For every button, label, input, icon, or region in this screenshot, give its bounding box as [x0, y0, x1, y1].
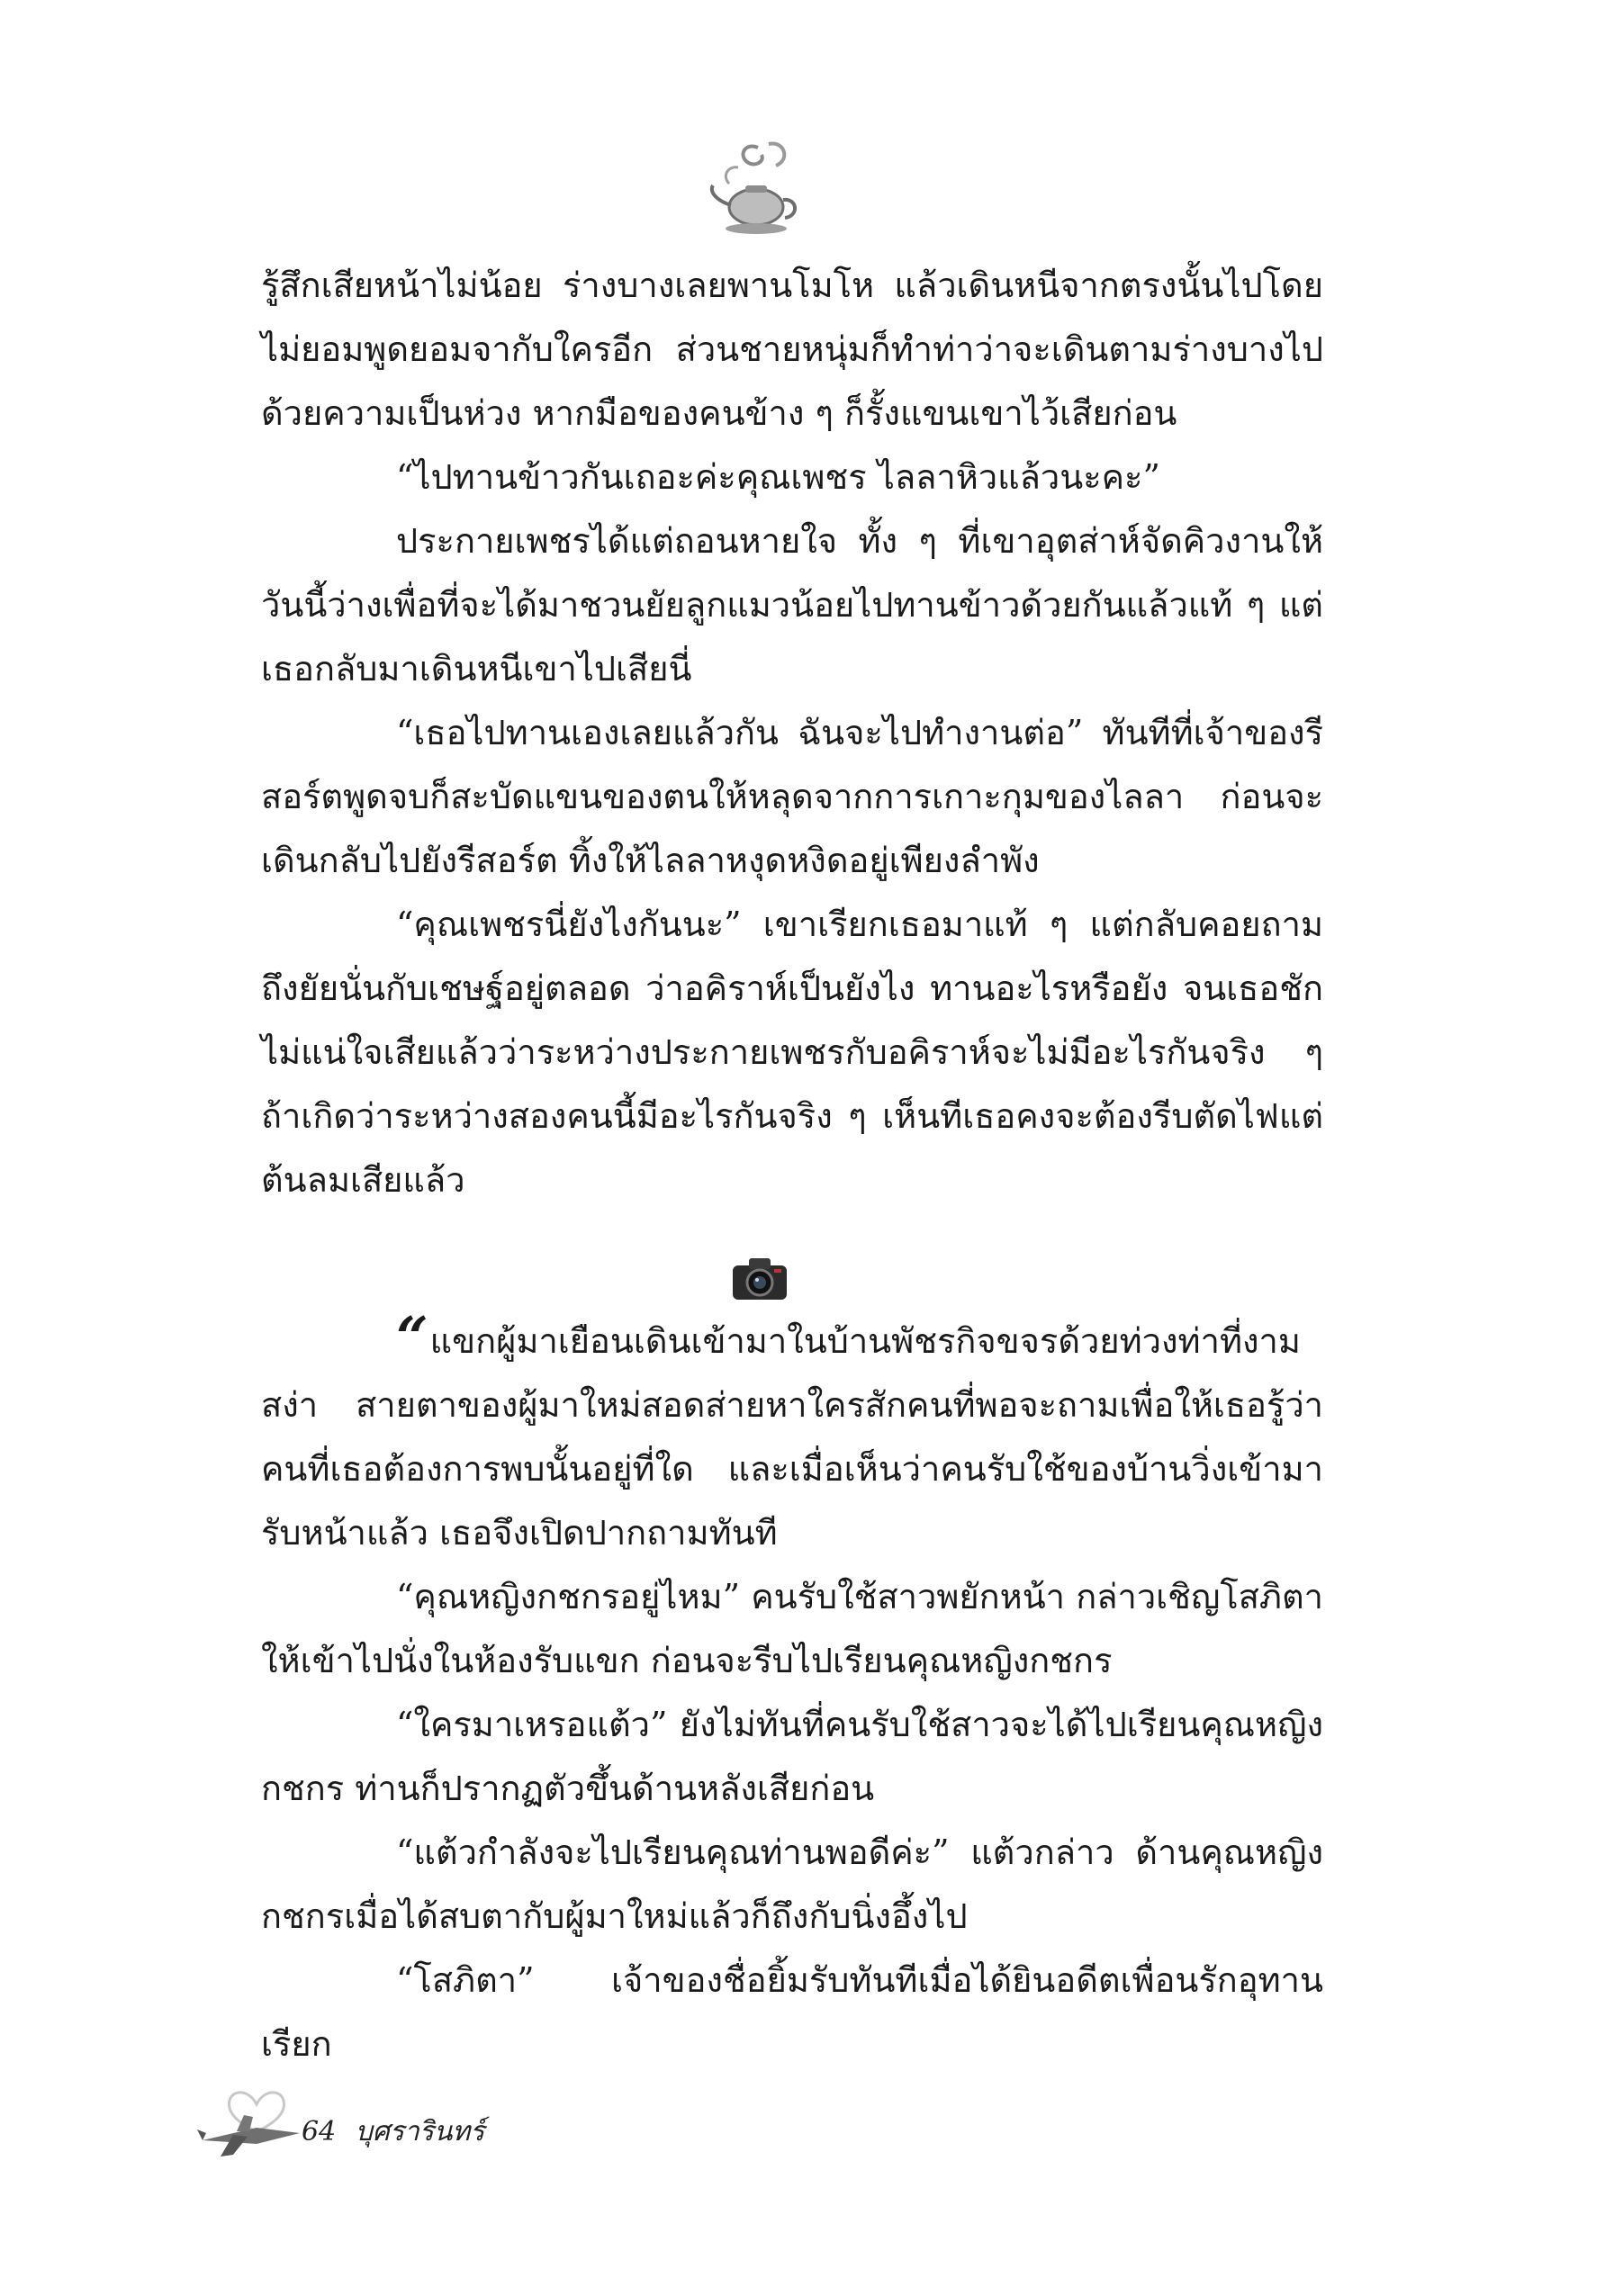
camera-divider-icon: [729, 1253, 790, 1303]
paragraph: [261, 1304, 1323, 1565]
page-footer: [302, 2111, 495, 2153]
section-1-text: [261, 254, 1323, 1212]
paragraph: “เธอไปทานเองเลยแล้วกัน ฉันจะไปทำงานต่อ” ทันทีที่เจ้าของรีสอร์ตพูดจบก็สะบัดแขนของตนให้หลุดจากการเกาะกุมของไลลา ก่อนจะเดินกลับไปยังรีสอร์ต ทิ้งให้ไลลาหงุดหงิดอยู่เพียงลำพัง: [261, 713, 1323, 880]
drop-quote-mark: “: [396, 1304, 428, 1370]
paragraph: “แต้วกำลังจะไปเรียนคุณท่านพอดีค่ะ” แต้วกล่าว ด้านคุณหญิงกชกรเมื่อได้สบตากับผู้มาใหม่แล้วก็ถึงกับนิ่งอึ้งไป: [261, 1832, 1323, 1936]
airplane-heart-icon: [194, 2077, 315, 2167]
paragraph-text: แขกผู้มาเยือนเดินเข้ามาในบ้านพัชรกิจขจรด้วยท่วงท่าที่งามสง่า สายตาของผู้มาใหม่สอดส่ายหาใครสักคนที่พอจะถามเพื่อให้เธอรู้ว่าคนที่เธอต้องการพบนั้นอยู่ที่ใด และเมื่อเห็นว่าคนรับใช้ของบ้านวิ่งเข้ามารับหน้าแล้ว เธอจึงเปิดปากถามทันที: [261, 1321, 1323, 1553]
paragraph: “ไปทานข้าวกันเถอะค่ะคุณเพชร ไลลาหิวแล้วนะคะ”: [396, 457, 1160, 497]
paragraph: “ใครมาเหรอแต้ว” ยังไม่ทันที่คนรับใช้สาวจะได้ไปเรียนคุณหญิงกชกร ท่านก็ปรากฏตัวขึ้นด้านหลังเสียก่อน: [261, 1705, 1323, 1808]
section-2-text: [261, 1304, 1323, 2076]
author-name: บุศรารินทร์: [355, 2116, 485, 2147]
paragraph: ประกายเพชรได้แต่ถอนหายใจ ทั้ง ๆ ที่เขาอุตส่าห์จัดคิวงานให้วันนี้ว่างเพื่อที่จะได้มาชวนยัยลูกแมวน้อยไปทานข้าวด้วยกันแล้วแท้ ๆ แต่เธอกลับมาเดินหนีเขาไปเสียนี่: [261, 521, 1323, 689]
paragraph: “โสภิตา” เจ้าของชื่อยิ้มรับทันทีเมื่อได้ยินอดีตเพื่อนรักอุทานเรียก: [261, 1960, 1323, 2064]
paragraph: รู้สึกเสียหน้าไม่น้อย ร่างบางเลยพานโมโห แล้วเดินหนีจากตรงนั้นไปโดยไม่ยอมพูดยอมจากับใครอีก ส่วนชายหนุ่มก็ทำท่าว่าจะเดินตามร่างบางไปด้วยความเป็นห่วง หากมือของคนข้าง ๆ ก็รั้งแขนเขาไว้เสียก่อน: [261, 266, 1323, 433]
paragraph: “คุณหญิงกชกรอยู่ไหม” คนรับใช้สาวพยักหน้า กล่าวเชิญโสภิตาให้เข้าไปนั่งในห้องรับแขก ก่อนจะรีบไปเรียนคุณหญิงกชกร: [261, 1577, 1323, 1680]
page-number: 64: [302, 2116, 337, 2147]
paragraph: “คุณเพชรนี่ยังไงกันนะ” เขาเรียกเธอมาแท้ ๆ แต่กลับคอยถามถึงยัยนั่นกับเชษฐ์อยู่ตลอด ว่าอคิราห์เป็นยังไง ทานอะไรหรือยัง จนเธอชักไม่แน่ใจเสียแล้วว่าระหว่างประกายเพชรกับอคิราห์จะไม่มีอะไรกันจริง ๆ ถ้าเกิดว่าระหว่างสองคนนี้มีอะไรกันจริง ๆ เห็นทีเธอคงจะต้องรีบตัดไฟแต่ต้นลมเสียแล้ว: [261, 905, 1323, 1200]
teapot-ornament-icon: [702, 135, 810, 243]
